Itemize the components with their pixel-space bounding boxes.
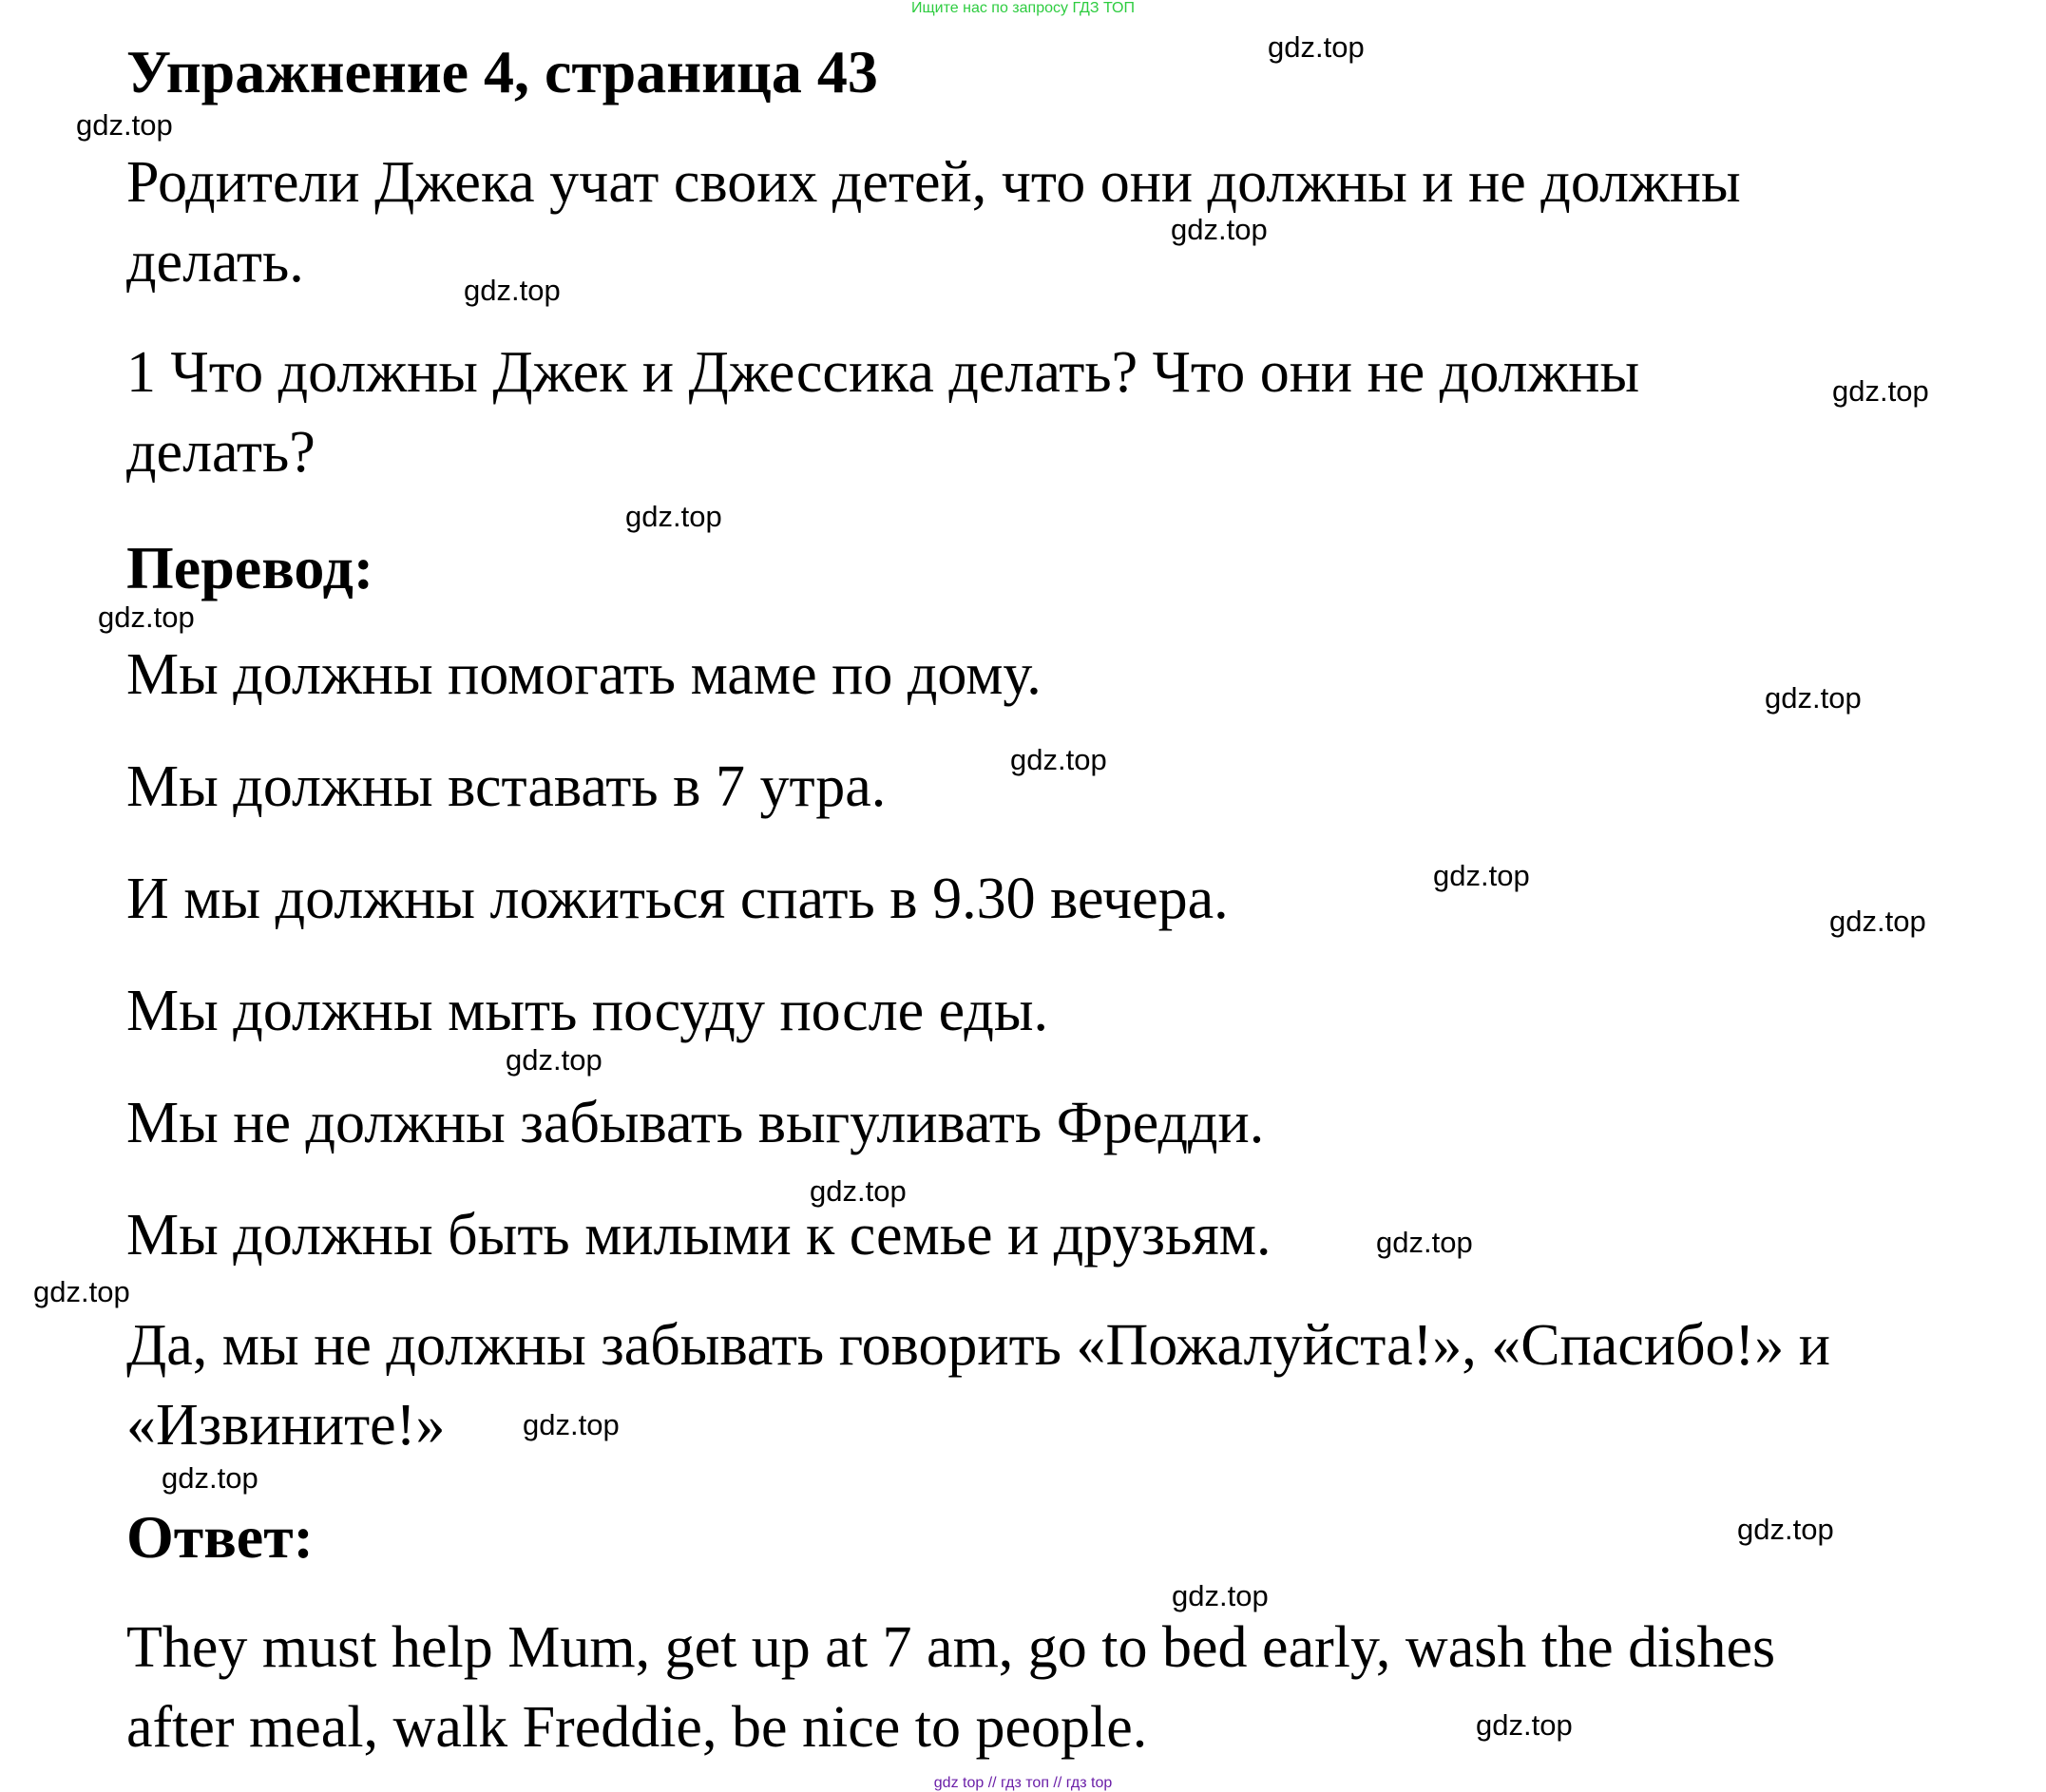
translation-line: «Извините!» [126,1393,446,1458]
translation-line: Да, мы не должны забывать говорить «Пожалуйста!», «Спасибо!» и [126,1313,1830,1378]
watermark: gdz.top [1737,1513,1834,1546]
translation-line: Мы должны вставать в 7 утра. [126,754,887,819]
watermark: gdz.top [464,274,561,307]
watermark: gdz.top [1433,859,1530,892]
watermark: gdz.top [1476,1708,1573,1742]
translation-line: Мы должны помогать маме по дому. [126,642,1042,707]
question-line-2: делать? [126,420,316,485]
watermark: gdz.top [1376,1226,1473,1259]
top-banner: Ищите нас по запросу ГДЗ ТОП [911,0,1135,16]
answer-heading: Ответ: [126,1503,314,1571]
intro-line-1: Родители Джека учат своих детей, что они должны и не должны [126,150,1741,215]
watermark: gdz.top [162,1461,258,1495]
translation-line: И мы должны ложиться спать в 9.30 вечера. [126,867,1229,931]
watermark: gdz.top [1268,30,1365,64]
watermark: gdz.top [523,1408,620,1441]
page-title: Упражнение 4, страница 43 [126,38,878,105]
translation-line: Мы не должны забывать выгуливать Фредди. [126,1091,1265,1155]
watermark: gdz.top [1832,374,1929,408]
answer-line-1: They must help Mum, get up at 7 am, go to bed early, wash the dishes [126,1615,1776,1680]
question-line-1: 1 Что должны Джек и Джессика делать? Что они не должны [126,340,1640,405]
watermark: gdz.top [1765,681,1862,715]
watermark: gdz.top [1172,1579,1269,1612]
translation-line: Мы должны быть милыми к семье и друзьям. [126,1203,1272,1268]
watermark: gdz.top [76,108,173,142]
intro-line-2: делать. [126,230,304,295]
translation-heading: Перевод: [126,534,374,601]
watermark: gdz.top [506,1043,602,1077]
watermark: gdz.top [1171,213,1268,246]
watermark: gdz.top [810,1174,907,1208]
footer-links: gdz top // гдз топ // гдз top [933,1775,1113,1791]
watermark: gdz.top [98,601,195,634]
watermark: gdz.top [625,500,722,533]
watermark: gdz.top [1829,905,1926,938]
translation-line: Мы должны мыть посуду после еды. [126,979,1049,1043]
watermark: gdz.top [33,1275,130,1308]
watermark: gdz.top [1010,743,1107,776]
answer-line-2: after meal, walk Freddie, be nice to people. [126,1695,1148,1760]
